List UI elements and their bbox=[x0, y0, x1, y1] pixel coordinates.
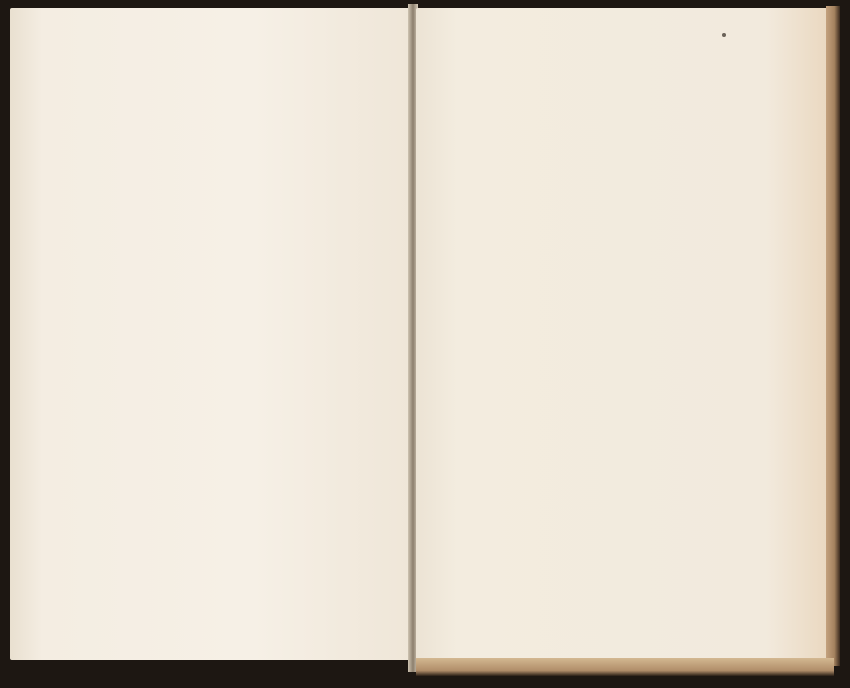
book-edge-bottom bbox=[416, 658, 834, 676]
book-edge-right bbox=[826, 6, 840, 666]
left-page bbox=[10, 8, 412, 660]
right-page bbox=[416, 8, 828, 660]
paper-speck bbox=[722, 33, 726, 37]
